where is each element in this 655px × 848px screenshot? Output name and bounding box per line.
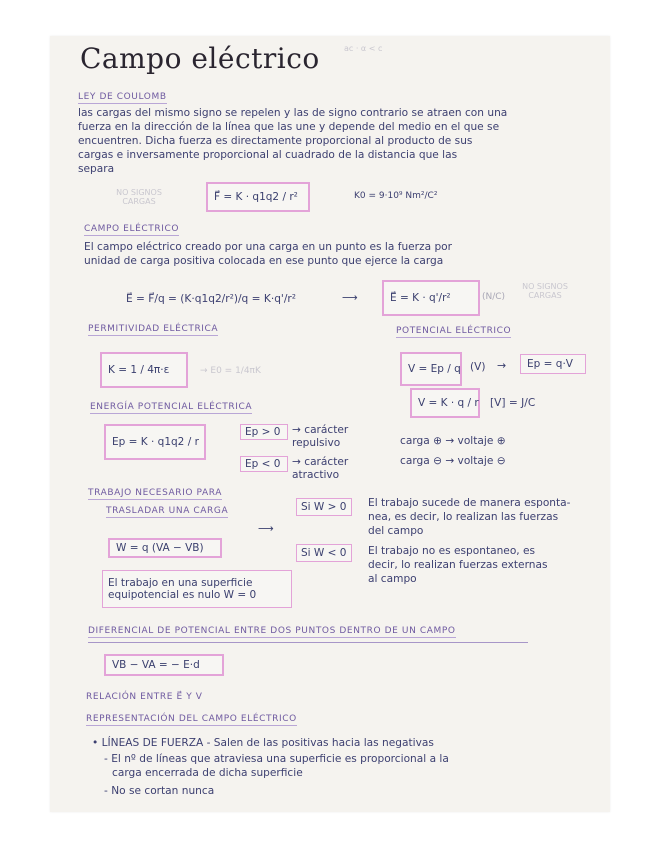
trabajo-case1: Si W > 0 xyxy=(301,501,347,513)
page-title: Campo eléctrico xyxy=(80,42,320,75)
equipotencial-line-1: El trabajo en una superficie xyxy=(108,577,253,589)
energia-case2-text: → carácter atractivo xyxy=(292,456,349,481)
representacion-sub-1b: carga encerrada de dicha superficie xyxy=(112,767,303,779)
arrow-icon: ⟶ xyxy=(258,522,274,535)
trabajo-case2: Si W < 0 xyxy=(301,547,347,559)
trabajo-case1-line-2: nea, es decir, lo realizan las fuerzas xyxy=(368,511,559,523)
campo-line-2: unidad de carga positiva colocada en ese punto que ejerce la carga xyxy=(84,255,444,267)
trabajo-case2-line-1: El trabajo no es espontaneo, es xyxy=(368,545,536,557)
representacion-heading: REPRESENTACIÓN DEL CAMPO ELÉCTRICO xyxy=(86,714,297,724)
potencial-formula1b: Ep = q·V xyxy=(527,358,573,370)
potencial-unit2: [V] = J/C xyxy=(490,397,536,409)
energia-case1-box xyxy=(240,424,288,440)
energia-formula: Ep = K · q1q2 / r xyxy=(112,436,199,448)
energia-case2-box xyxy=(240,456,288,472)
campo-line-1: El campo eléctrico creado por una carga en un punto es la fuerza por xyxy=(84,241,453,253)
potencial-formula2-box xyxy=(410,388,480,418)
potencial-formula1b-box xyxy=(520,354,586,374)
representacion-sub-2: - No se cortan nunca xyxy=(104,785,215,797)
equipotencial-box xyxy=(102,570,292,608)
campo-unit: (N/C) xyxy=(482,292,506,302)
potencial-unit1: (V) xyxy=(470,361,486,373)
trabajo-case1-box xyxy=(296,498,352,516)
energia-case1-text: → carácter repulsivo xyxy=(292,424,349,449)
carga-positiva: carga ⊕ → voltaje ⊕ xyxy=(400,435,506,447)
diferencia-formula-box xyxy=(104,654,224,676)
trabajo-case1-line-3: del campo xyxy=(368,525,424,537)
coulomb-line-3: encuentren. Dicha fuerza es directamente proporcional al producto de sus xyxy=(78,135,473,147)
coulomb-formula-box xyxy=(206,182,310,212)
arrow-icon: → xyxy=(497,359,507,372)
coulomb-line-2: fuerza en la dirección de la línea que las une y depende del medio en el que se xyxy=(78,121,500,133)
campo-formula-chain: E⃗ = F⃗/q = (K·q1q2/r²)/q = K·q'/r² xyxy=(126,293,297,305)
campo-formula-box xyxy=(382,280,480,316)
trabajo-case2-line-2: decir, lo realizan fuerzas externas xyxy=(368,559,548,571)
trabajo-heading-1: TRABAJO NECESARIO PARA xyxy=(88,488,223,498)
trabajo-case1-line-1: El trabajo sucede de manera esponta- xyxy=(368,497,571,509)
notebook-page xyxy=(50,36,610,812)
potencial-heading: POTENCIAL ELÉCTRICO xyxy=(396,326,512,336)
trabajo-case2-box xyxy=(296,544,352,562)
energia-formula-box xyxy=(104,424,206,460)
permitividad-faint: → E0 = 1/4πK xyxy=(200,366,261,376)
representacion-sub-1a: - El nº de líneas que atraviesa una superficie es proporcional a la xyxy=(104,753,449,765)
permitividad-formula: K = 1 / 4π·ε xyxy=(108,364,170,376)
energia-case2: Ep < 0 xyxy=(245,458,281,470)
potencial-formula1-box xyxy=(400,352,462,386)
relacion-heading: RELACIÓN ENTRE E⃗ Y V xyxy=(86,692,203,702)
potencial-formula2: V = K · q / r xyxy=(418,397,479,409)
corner-note: ac · α < c xyxy=(344,44,383,53)
diferencia-formula: VB − VA = − E·d xyxy=(112,659,200,671)
coulomb-formula: F⃗ = K · q1q2 / r² xyxy=(214,191,298,203)
campo-heading: CAMPO ELÉCTRICO xyxy=(84,224,180,234)
campo-note: NO SIGNOS CARGAS xyxy=(522,282,568,300)
trabajo-formula: W = q (VA − VB) xyxy=(116,542,204,554)
energia-heading: ENERGÍA POTENCIAL ELÉCTRICA xyxy=(90,402,253,412)
trabajo-formula-box xyxy=(108,538,222,558)
diferencia-heading: DIFERENCIAL DE POTENCIAL ENTRE DOS PUNTOS DENTRO DE UN CAMPO xyxy=(88,626,456,636)
coulomb-constant: K0 = 9·10⁹ Nm²/C² xyxy=(354,191,438,201)
equipotencial-line-2: equipotencial es nulo W = 0 xyxy=(108,589,257,601)
potencial-formula1: V = Ep / q xyxy=(408,363,461,375)
trabajo-heading-2: TRASLADAR UNA CARGA xyxy=(106,506,229,516)
diferencia-underline xyxy=(88,642,528,643)
energia-case1: Ep > 0 xyxy=(245,426,281,438)
coulomb-note: NO SIGNOS CARGAS xyxy=(116,188,162,206)
permitividad-heading: PERMITIVIDAD ELÉCTRICA xyxy=(88,324,219,334)
arrow-icon: ⟶ xyxy=(342,291,358,304)
carga-negativa: carga ⊖ → voltaje ⊖ xyxy=(400,455,506,467)
campo-formula: E⃗ = K · q'/r² xyxy=(390,292,451,304)
coulomb-heading: LEY DE COULOMB xyxy=(78,92,167,102)
trabajo-case2-line-3: al campo xyxy=(368,573,417,585)
permitividad-formula-box xyxy=(100,352,188,388)
coulomb-line-4: cargas e inversamente proporcional al cuadrado de la distancia que las xyxy=(78,149,458,161)
coulomb-line-5: separa xyxy=(78,163,115,175)
coulomb-line-1: las cargas del mismo signo se repelen y las de signo contrario se atraen con una xyxy=(78,107,508,119)
representacion-bullet-1: • LÍNEAS DE FUERZA - Salen de las positivas hacia las negativas xyxy=(92,737,434,749)
